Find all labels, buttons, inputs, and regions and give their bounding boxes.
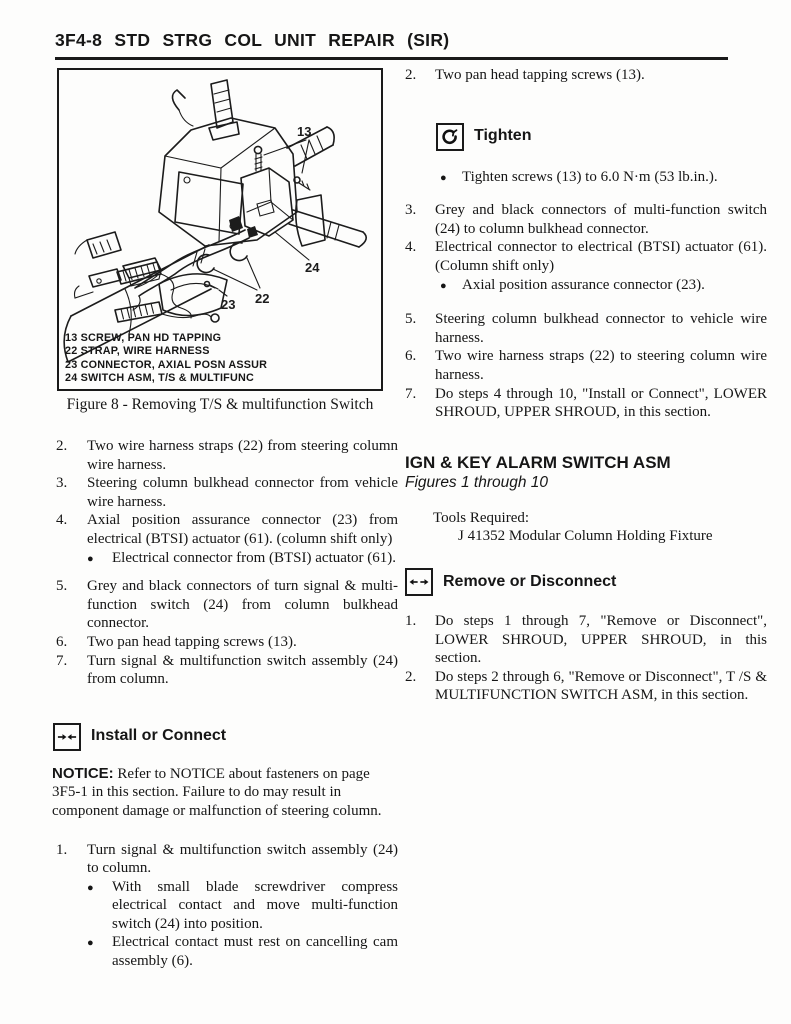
bullet-text: Axial position assurance connector (23).: [462, 276, 705, 293]
legend-line: 13 SCREW, PAN HD TAPPING: [65, 332, 222, 345]
tool-item: J 41352 Modular Column Holding Fixture: [458, 528, 713, 545]
right-column: [405, 66, 767, 705]
list-item: [40, 474, 398, 511]
step-text: Turn signal & multifunction switch assembly (24) to column.: [87, 841, 398, 877]
step-number: 4.: [56, 512, 68, 529]
step-number: 3.: [405, 202, 417, 219]
figure-callout-13: 13: [297, 124, 312, 139]
list-item: [40, 841, 398, 878]
list-item: [405, 201, 767, 238]
step-text: Grey and black connectors of multi-function switch (24) to column bulkhead connector.: [435, 202, 767, 237]
list-item: [405, 66, 767, 85]
step-number: 2.: [405, 668, 417, 685]
bullet-item: [40, 549, 398, 568]
list-item: [405, 385, 767, 422]
step-text: Steering column bulkhead connector to vehicle wire harness.: [435, 311, 767, 346]
step-number: 4.: [405, 239, 417, 256]
bullet-item: [40, 933, 398, 970]
step-text: Two pan head tapping screws (13).: [87, 633, 297, 650]
page-title: 3F4-8 STD STRG COL UNIT REPAIR (SIR): [55, 30, 450, 50]
tighten-label: Tighten: [474, 127, 532, 145]
step-text: Axial position assurance connector (23) from electrical (BTSI) actuator (61). (column shift only): [87, 512, 398, 547]
step-text: Grey and black connectors of turn signal & multi-function switch (24) from column bulkhead connector.: [87, 578, 398, 632]
list-item: [40, 437, 398, 474]
notice-text: Refer to NOTICE about fasteners on page 3F5-1 in this section. Failure to do may result in component damage or malfunction of steering column.: [52, 765, 382, 819]
step-text: Do steps 4 through 10, "Install or Connect", LOWER SHROUD, UPPER SHROUD, in this section.: [435, 385, 767, 421]
bullet-dot: ●: [440, 279, 447, 292]
remove-disconnect-label: Remove or Disconnect: [443, 572, 617, 590]
figure-box: [57, 68, 383, 391]
install-connect-row: [53, 723, 398, 751]
legend-line: 23 CONNECTOR, AXIAL POSN ASSUR: [65, 358, 268, 371]
remove-disconnect-icon: [405, 568, 433, 596]
legend-line: 24 SWITCH ASM, T/S & MULTIFUNC: [65, 371, 254, 384]
step-number: 1.: [405, 612, 417, 629]
list-item: [405, 668, 767, 705]
header-rule: [55, 57, 728, 60]
figure-legend: [65, 332, 267, 385]
list-item: [40, 511, 398, 548]
step-number: 6.: [405, 348, 417, 365]
notice-label: NOTICE:: [52, 764, 114, 782]
list-item: [405, 238, 767, 275]
bullet-dot: ●: [440, 171, 447, 184]
list-item: [405, 612, 767, 668]
step-number: 1.: [56, 841, 68, 858]
figure-callout-22: 22: [255, 291, 270, 306]
left-column: [40, 437, 398, 971]
list-item: [405, 347, 767, 384]
tools-required-label: Tools Required:: [433, 509, 530, 526]
list-item: [40, 633, 398, 652]
bullet-item: [405, 276, 767, 295]
step-text: Two wire harness straps (22) from steering column wire harness.: [87, 438, 398, 473]
notice-paragraph: [52, 765, 398, 821]
step-text: Turn signal & multifunction switch assembly (24) from column.: [87, 652, 398, 688]
step-number: 2.: [405, 67, 417, 83]
section-title: IGN & KEY ALARM SWITCH ASM: [405, 452, 671, 472]
step-number: 7.: [56, 652, 68, 669]
step-number: 3.: [56, 475, 68, 492]
step-number: 6.: [56, 633, 68, 650]
install-connect-label: Install or Connect: [91, 727, 227, 745]
bullet-item: [405, 168, 767, 187]
section-subtitle: Figures 1 through 10: [405, 473, 549, 491]
figure-callout-23: 23: [221, 297, 236, 312]
step-text: Steering column bulkhead connector from vehicle wire harness.: [87, 475, 398, 510]
remove-disconnect-row: [405, 568, 767, 596]
tighten-icon: [436, 123, 464, 151]
tighten-row: [436, 123, 767, 151]
bullet-dot: ●: [87, 937, 94, 950]
list-item: [40, 652, 398, 689]
figure-caption: Figure 8 - Removing T/S & multifunction Switch: [66, 396, 374, 413]
bullet-item: [40, 878, 398, 934]
bullet-dot: ●: [87, 552, 94, 565]
step-number: 5.: [56, 578, 68, 595]
list-item: [405, 310, 767, 347]
figure-callout-24: 24: [305, 260, 320, 275]
list-item: [40, 577, 398, 633]
step-number: 7.: [405, 385, 417, 402]
step-text: Two wire harness straps (22) to steering column wire harness.: [435, 348, 767, 383]
step-number: 5.: [405, 311, 417, 328]
bullet-text: Tighten screws (13) to 6.0 N·m (53 lb.in.).: [462, 168, 718, 185]
install-connect-icon: [53, 723, 81, 751]
bullet-dot: ●: [87, 881, 94, 894]
bullet-text: With small blade screwdriver compress electrical contact and move multi-function switch (24) into position.: [112, 878, 398, 932]
bullet-text: Electrical contact must rest on cancelling cam assembly (6).: [112, 934, 398, 970]
step-number: 2.: [56, 438, 68, 454]
step-text: Do steps 2 through 6, "Remove or Disconnect", T /S & MULTIFUNCTION SWITCH ASM, in this section.: [435, 668, 767, 704]
bullet-text: Electrical connector from (BTSI) actuator (61).: [112, 549, 397, 566]
step-text: Electrical connector to electrical (BTSI) actuator (61). (Column shift only): [435, 239, 767, 274]
step-text: Do steps 1 through 7, "Remove or Disconnect", LOWER SHROUD, UPPER SHROUD, in this section.: [435, 612, 767, 667]
legend-line: 22 STRAP, WIRE HARNESS: [65, 345, 210, 358]
step-text: Two pan head tapping screws (13).: [435, 67, 645, 83]
